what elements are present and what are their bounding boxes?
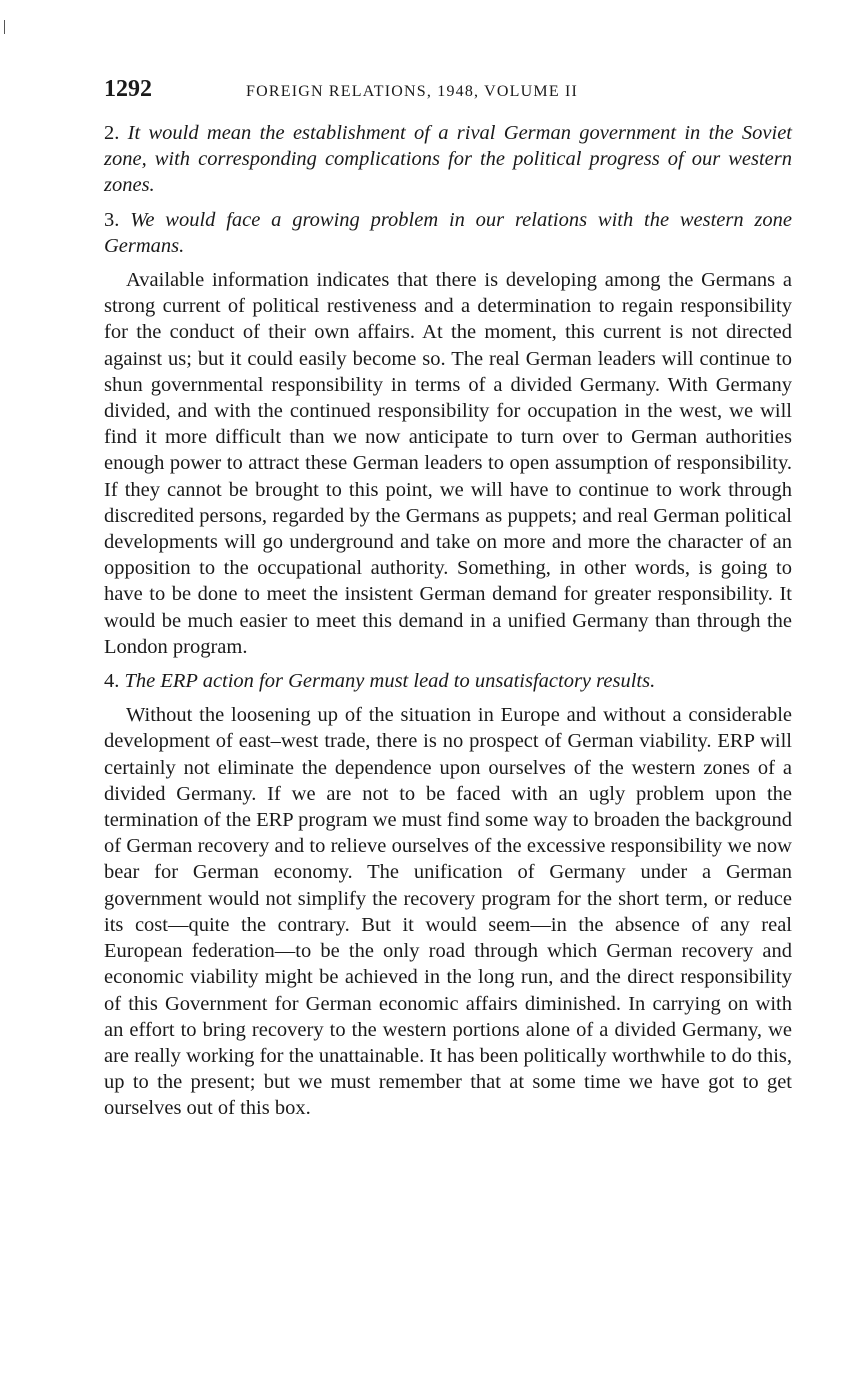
running-head: FOREIGN RELATIONS, 1948, VOLUME II xyxy=(246,83,579,100)
point-text: It would mean the establishment of a rival German government in the Soviet zone, with corresponding complications for the political progress of our western zones. xyxy=(104,122,793,197)
document-page xyxy=(104,76,792,1130)
point-4 xyxy=(104,668,792,694)
point-text: The ERP action for Germany must lead to unsatisfactory results. xyxy=(124,670,656,693)
body-paragraph: Available information indicates that there is developing among the Germans a strong current of political restiveness and a determination to regain responsibility for the conduct of their own affairs. At the moment, this current is not directed against us; but it could easily become so. The real German leaders will continue to shun governmental responsibility in terms of a divided Germany. With Germany divided, and with the continued responsibility for occupation in the west, we will find it more difficult than we now anticipate to turn over to German authorities enough power to attract these German leaders to open assumption of responsibility. If they cannot be brought to this point, we will have to continue to work through discredited persons, regarded by the Germans as puppets; and real German political developments will go underground and take on more and more the character of an opposition to the occupational authority. Something, in other words, is going to have to be done to meet the insistent German demand for greater responsibility. It would be much easier to meet this demand in a unified Germany than through the London program. xyxy=(104,269,792,658)
point-number: 3. xyxy=(104,208,120,231)
point-text: We would face a growing problem in our relations with the western zone Germans. xyxy=(104,208,792,257)
page-number: 1292 xyxy=(104,76,152,102)
point-2 xyxy=(104,120,792,199)
page-edge-mark xyxy=(4,20,5,34)
point-number: 4. xyxy=(104,670,120,693)
page-header xyxy=(104,76,792,112)
body-paragraph: Without the loosening up of the situation in Europe and without a considerable development of east–west trade, there is no prospect of German viability. ERP will certainly not eliminate the dependence upon ourselves of the western zones of a divided Germany. If we are not to be faced with an ugly problem upon the termination of the ERP program we must find some way to broaden the background of German recovery and to relieve ourselves of the excessive responsibility we now bear for German economy. The unification of Germany under a German government would not simplify the recovery program for the short term, or reduce its cost—quite the contrary. But it would seem—in the absence of any real European federation—to be the only road through which German recovery and economic viability might be achieved in the long run, and the direct responsibility of this Government for German economic affairs diminished. In carrying on with an effort to bring recovery to the western portions alone of a divided Germany, we are really working for the unattainable. It has been politically worthwhile to do this, up to the present; but we must remember that at some time we have got to get ourselves out of this box. xyxy=(104,704,792,1120)
point-number: 2. xyxy=(104,122,120,144)
point-3 xyxy=(104,207,792,259)
